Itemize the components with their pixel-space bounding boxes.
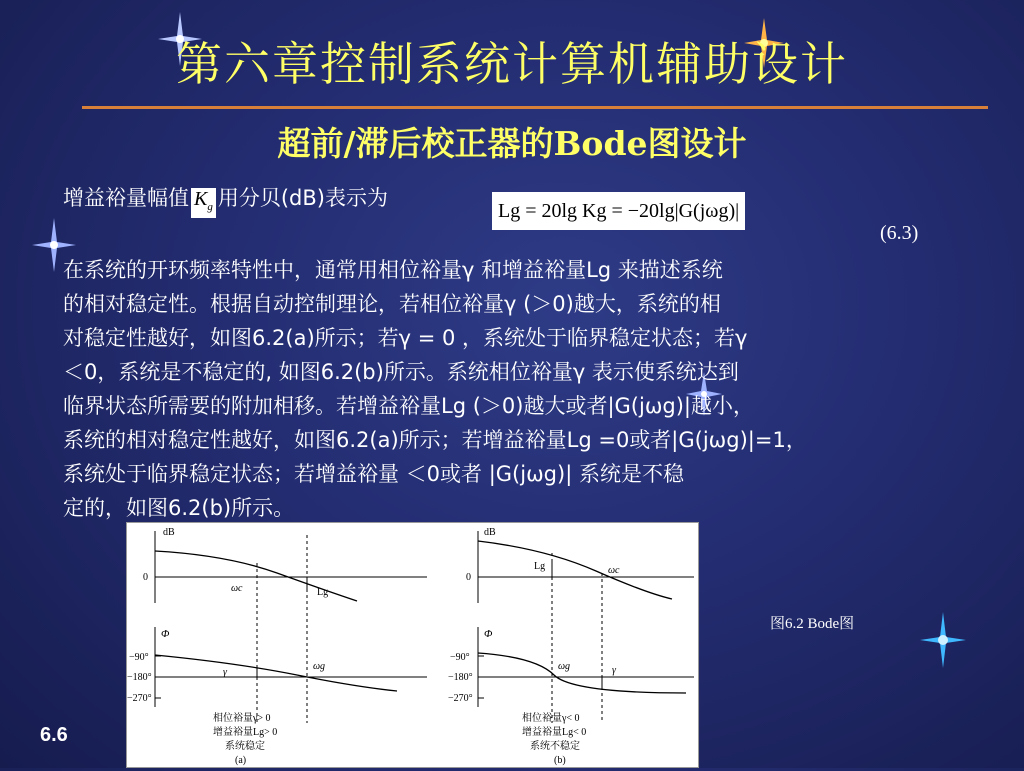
slide-subtitle: 超前/滞后校正器的Bode图设计 [277, 124, 747, 163]
a-wg-label: ωg [313, 661, 326, 672]
body-line-2: 的相对稳定性。根据自动控制理论，若相位裕量γ (＞0)越大，系统的相 [63, 292, 721, 316]
a-tick-90: −90° [129, 652, 149, 663]
a-condition-1: 相位裕量γ> 0 [213, 713, 271, 724]
figure-caption: 图6.2 Bode图 [770, 616, 855, 632]
intro-text-a: 增益裕量幅值 [63, 186, 189, 210]
gain-margin-formula: Lg = 20lg Kg = −20lg|G(jωg)| [492, 192, 745, 230]
title-divider [82, 106, 988, 109]
b-lg-label: Lg [534, 561, 546, 572]
b-condition-2: 增益裕量Lg< 0 [522, 727, 587, 738]
kg-symbol: $K_g$ [191, 188, 216, 218]
a-tick-180: −180° [127, 672, 152, 683]
equation-number: (6.3) [880, 222, 919, 244]
bode-plot-a [127, 523, 437, 767]
slide-title: 第六章控制系统计算机辅助设计 [176, 37, 848, 91]
intro-text-b: 用分贝(dB)表示为 [217, 186, 388, 210]
body-line-intro [63, 182, 388, 218]
a-wc-label: ωc [231, 583, 243, 594]
b-gamma-label: γ [612, 665, 616, 676]
a-zero-label: 0 [143, 572, 148, 583]
a-condition-2: 增益裕量Lg> 0 [213, 727, 278, 738]
b-result: 系统不稳定 [530, 741, 580, 752]
a-gamma-label: γ [223, 667, 227, 678]
bode-plot-b [436, 523, 698, 767]
b-wg-label: ωg [558, 661, 571, 672]
b-panel-label: (b) [554, 755, 566, 766]
body-line-4: ＜0，系统是不稳定的, 如图6.2(b)所示。系统相位裕量γ 表示使系统达到 [63, 360, 739, 384]
body-line-3: 对稳定性越好，如图6.2(a)所示；若γ = 0 ，系统处于临界稳定状态；若γ [63, 326, 748, 350]
body-line-7: 系统处于临界稳定状态；若增益裕量 ＜0或者 |G(jωg)| 系统是不稳 [63, 462, 684, 486]
body-line-1: 在系统的开环频率特性中，通常用相位裕量γ 和增益裕量Lg 来描述系统 [63, 258, 723, 282]
b-phi-label: Φ [484, 628, 493, 640]
b-db-label: dB [484, 527, 496, 538]
sparkle-decoration-5 [920, 612, 966, 668]
bode-figure-b [436, 522, 699, 768]
a-phi-label: Φ [161, 628, 170, 640]
a-result: 系统稳定 [225, 741, 265, 752]
b-zero-label: 0 [466, 572, 471, 583]
bode-figure-a [126, 522, 438, 768]
page-number: 6.6 [40, 724, 68, 746]
b-tick-180: −180° [448, 672, 473, 683]
a-db-label: dB [163, 527, 175, 538]
b-tick-270: −270° [448, 693, 473, 704]
body-line-8: 定的，如图6.2(b)所示。 [63, 496, 295, 520]
a-tick-270: −270° [127, 693, 152, 704]
body-line-6: 系统的相对稳定性越好，如图6.2(a)所示；若增益裕量Lg =0或者|G(jωg)|=1， [63, 428, 807, 452]
b-tick-90: −90° [450, 652, 470, 663]
a-lg-label: Lg [317, 587, 329, 598]
a-panel-label: (a) [235, 755, 247, 766]
body-line-5: 临界状态所需要的附加相移。若增益裕量Lg (＞0)越大或者|G(jωg)|越小， [63, 394, 755, 418]
b-wc-label: ωc [608, 565, 620, 576]
b-condition-1: 相位裕量γ< 0 [522, 713, 580, 724]
